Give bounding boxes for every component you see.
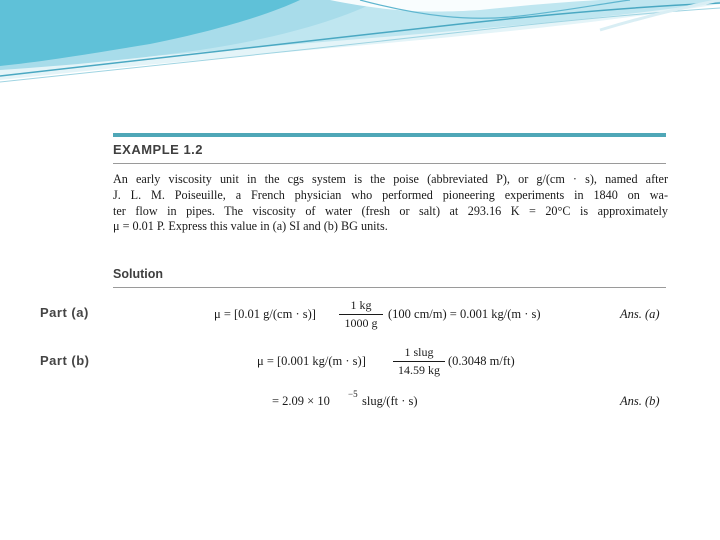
solution-rule [113,287,666,288]
example-title-rule [113,163,666,164]
part-b-result-exponent: −5 [348,389,358,399]
part-b-rhs: (0.3048 m/ft) [448,354,515,368]
part-a-answer-tag: Ans. (a) [620,307,660,321]
solution-title: Solution [113,267,163,281]
problem-line: J. L. M. Poiseuille, a French physician who performed pioneering experiments in 1840 on wa- [113,187,668,202]
part-a-numerator: 1 kg [350,298,372,312]
part-b-numerator: 1 slug [404,345,434,359]
problem-statement [113,172,668,235]
part-a-fraction [339,298,383,331]
part-b-result-prefix: = 2.09 × 10 [272,394,330,408]
problem-line: ter flow in pipes. The viscosity of water (fresh or salt) at 293.16 K = 20°C is approximately [113,203,668,218]
header-wave-decoration [0,0,720,95]
part-b-fraction [393,345,445,378]
part-b-result-units: slug/(ft · s) [362,394,418,408]
problem-line: An early viscosity unit in the cgs system is the poise (abbreviated P), or g/(cm · s), named after [113,172,668,186]
part-a-rhs: (100 cm/m) = 0.001 kg/(m · s) [388,307,541,321]
part-a-lhs: μ = [0.01 g/(cm · s)] [214,307,316,321]
example-top-rule [113,133,666,137]
part-b-answer-tag: Ans. (b) [620,394,660,408]
part-a-label: Part (a) [40,305,89,320]
problem-line: μ = 0.01 P. Express this value in (a) SI and (b) BG units. [113,219,388,234]
part-b-lhs: μ = [0.001 kg/(m · s)] [257,354,366,368]
part-b-denominator: 14.59 kg [398,363,440,377]
part-a-denominator: 1000 g [344,316,378,330]
part-b-result [272,394,330,409]
example-title: EXAMPLE 1.2 [113,142,204,157]
part-b-label: Part (b) [40,353,90,368]
